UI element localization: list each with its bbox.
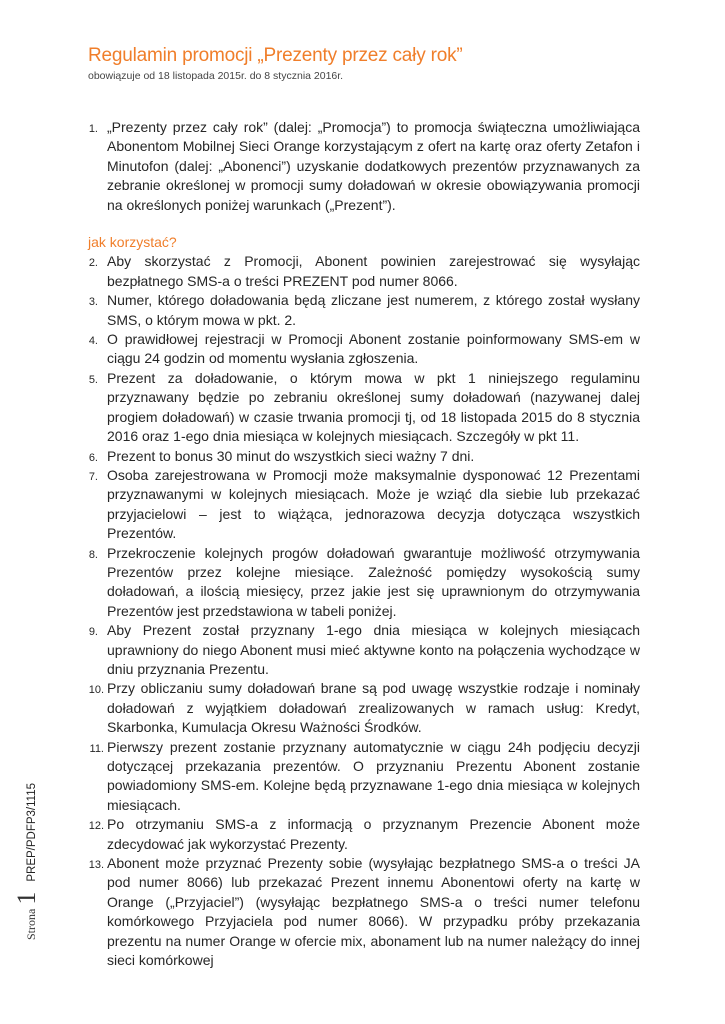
item-number: 9. <box>88 626 98 639</box>
item-number: 11. <box>89 742 104 755</box>
item-text: Prezent za doładowanie, o którym mowa w pkt 1 niniejszego regulaminu przyznawany będzie po zebraniu określonej sumy doładowań (nazywanej dalej progiem doładowań) w czasie trwania promocji tj, od 18 listopada 2015 do 8 stycznia 2016 oraz 1-ego dnia miesiąca w kolejnych miesiącach. Szczegóły w pkt 11. <box>107 369 640 445</box>
list-item <box>0 854 640 970</box>
item-number: 7. <box>88 470 98 483</box>
item-number: 5. <box>88 373 98 386</box>
list-item <box>0 815 640 854</box>
item-text: Osoba zarejestrowana w Promocji może maksymalnie dysponować 12 Prezentami przyznawanymi w kolejnych miesiącach. Może je wziąć dla siebie lub przekazać przyjacielowi – jest to wiążąca, jednorazowa decyzja dotycząca wszystkich Prezentów. <box>107 466 640 542</box>
page-footer-vertical <box>14 783 40 940</box>
item-number: 13. <box>88 859 104 872</box>
item-number: 4. <box>88 335 98 348</box>
list-item <box>0 447 640 466</box>
item-number: 2. <box>88 257 98 270</box>
item-text: Przekroczenie kolejnych progów doładowań gwarantuje możliwość otrzymywania Prezentów przez kolejne miesiące. Zależność pomiędzy wysokością sumy doładowań, a ilością miesięcy, przez jakie jest się uprawnionym do otrzymywania Prezentów jest przedstawiona w tabeli poniżej. <box>107 544 640 619</box>
item-number: 3. <box>88 296 98 309</box>
item-text: O prawidłowej rejestracji w Promocji Abonent zostanie poinformowany SMS-em w ciągu 24 godzin od momentu wysłania zgłoszenia. <box>107 331 640 367</box>
page-label: Strona <box>24 908 38 940</box>
document-subtitle: obowiązuje od 18 listopada 2015r. do 8 stycznia 2016r. <box>88 70 344 82</box>
item-text: Abonent może przyznać Prezenty sobie (wysyłając bezpłatnego SMS-a o treści JA pod numer 8066) lub przekazać Prezent innemu Abonentowi oferty na kartę w Orange („Przyjaciel”) (wysyłając bezpłatnego SMS-a o treści numer telefonu komórkowego Przyjaciela pod numer 8066). W przypadku próby przekazania prezentu na numer Orange w ofercie mix, abonament lub na numer należący do innej sieci komórkowej <box>107 855 640 969</box>
list-item <box>0 466 640 544</box>
list-item <box>0 291 640 330</box>
list-item <box>0 369 640 447</box>
document-code: PREP/PDFP3/1115 <box>26 783 38 882</box>
item-text: Przy obliczaniu sumy doładowań brane są pod uwagę wszystkie rodzaje i nominały doładowań z wyjątkiem doładowań zrealizowanych w ramach usług: Kredyt, Skarbonka, Kumulacja Okresu Ważności Środków. <box>107 680 640 736</box>
item-text: „Prezenty przez cały rok” (dalej: „Promocja”) to promocja świąteczna umożliwiająca Abonentom Mobilnej Sieci Orange korzystającym z ofert na kartę oraz oferty Zetafon i Minutofon (dalej: „Abonenci”) uzyskanie dodatkowych prezentów przyznawanych za zebranie określonej w promocji sumy doładowań w okresie obowiązywania promocji na określonych poniżej warunkach („Prezent”). <box>107 119 640 213</box>
list-item <box>0 330 640 369</box>
list-item <box>0 118 640 215</box>
item-number: 12. <box>88 820 104 833</box>
item-number: 8. <box>88 548 98 561</box>
item-number: 1. <box>88 123 98 135</box>
list-item <box>0 544 640 622</box>
item-number: 6. <box>88 451 98 464</box>
item-text: Aby skorzystać z Promocji, Abonent powinien zarejestrować się wysyłając bezpłatnego SMS-a o treści PREZENT pod numer 8066. <box>107 253 640 289</box>
item-number: 10. <box>88 684 104 697</box>
list-item <box>0 738 640 816</box>
document-header <box>88 44 688 83</box>
list-item <box>0 252 640 291</box>
item-text: Pierwszy prezent zostanie przyznany automatycznie w ciągu 24h podjęciu decyzji dotyczącej przekazania prezentów. O przyznaniu Prezentu Abonent zostanie powiadomiony SMS-em. Kolejne będą przyznawane 1-ego dnia miesiąca w kolejnych miesiącach. <box>107 738 640 813</box>
list-item <box>0 621 640 679</box>
section-heading: jak korzystać? <box>88 234 177 251</box>
item-text: Aby Prezent został przyznany 1-ego dnia miesiąca w kolejnych miesiącach uprawniony do niego Abonent musi mieć aktywne konto na połączenia wychodzące w dniu przyznania Prezentu. <box>107 622 640 677</box>
item-text: Prezent to bonus 30 minut do wszystkich sieci ważny 7 dni. <box>107 447 475 464</box>
item-text: Po otrzymaniu SMS-a z informacją o przyznanym Prezencie Abonent może zdecydować jak wykorzystać Prezenty. <box>107 816 640 852</box>
item-text: Numer, którego doładowania będą zliczane jest numerem, z którego został wysłany SMS, o którym mowa w pkt. 2. <box>107 292 640 328</box>
rules-list <box>0 252 725 970</box>
document-title: Regulamin promocji „Prezenty przez cały rok” <box>88 45 463 66</box>
page-number: 1 <box>12 891 41 905</box>
list-item <box>0 679 640 737</box>
document-body <box>0 118 725 970</box>
